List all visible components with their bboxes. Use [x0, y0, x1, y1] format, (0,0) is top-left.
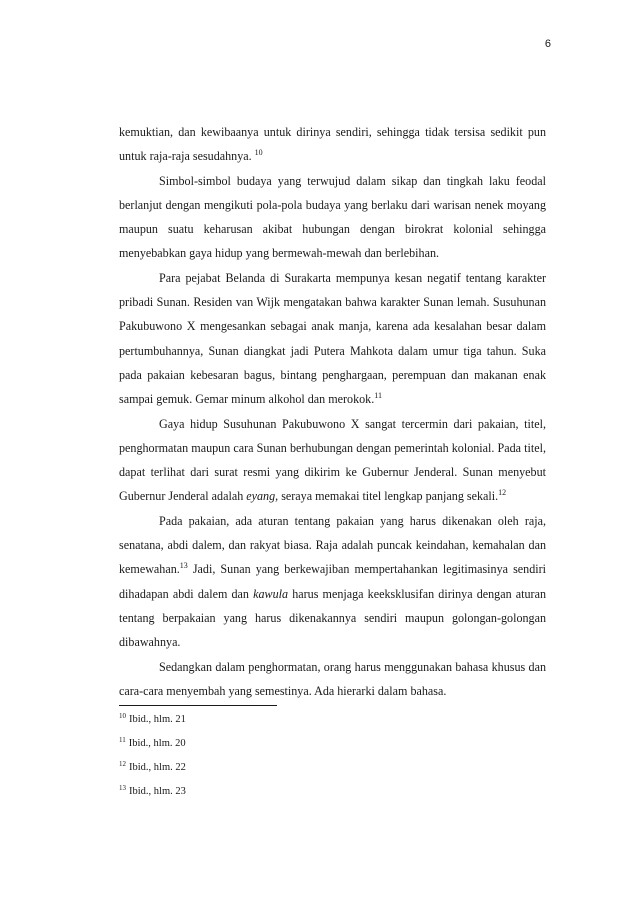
footnote-ref-12: 12: [498, 488, 507, 498]
paragraph-3-text: Para pejabat Belanda di Surakarta mempunya kesan negatif tentang karakter pribadi Sunan. Residen van Wijk mengatakan bahwa karakter Sunan lemah. Susuhunan Pakubuwono X mengesankan sebagai anak manja, karena ada kesalahan besar dalam pertumbuhannya, Sunan diangkat jadi Putera Mahkota dalam umur tiga tahun. Suka pada pakaian kebesaran bagus, bintang penghargaan, perempuan dan makanan enak sampai gemuk. Gemar minum alkohol dan merokok.: [119, 270, 546, 407]
paragraph-5-emphasis: kawula: [253, 586, 289, 601]
footnotes: [119, 712, 186, 808]
footnote-text: Ibid., hlm. 21: [129, 714, 186, 725]
paragraph-6-text: Sedangkan dalam penghormatan, orang harus menggunakan bahasa khusus dan cara-cara menyembah yang semestinya. Ada hierarki dalam bahasa.: [119, 659, 546, 698]
footnote-separator: [119, 705, 277, 706]
paragraph-4-text-b: seraya memakai titel lengkap panjang sekali.: [278, 489, 499, 504]
paragraph-4: [119, 412, 546, 509]
footnote-number: 13: [119, 784, 126, 792]
paragraph-5-text-c: harus menjaga keeksklusifan dirinya dengan aturan tentang berpakaian yang harus dikenakannya sendiri maupun golongan-golongan dibawahnya.: [119, 586, 546, 650]
footnote-item: [119, 760, 186, 784]
paragraph-5-text-a: Pada pakaian, ada aturan tentang pakaian yang harus dikenakan oleh raja, senatana, abdi dalem, dan rakyat biasa. Raja adalah puncak keindahan, kemahalan dan kemewahan.: [119, 513, 546, 577]
footnote-ref-11: 11: [374, 391, 382, 401]
footnote-item: [119, 712, 186, 736]
footnote-ref-13: 13: [179, 561, 188, 571]
paragraph-2: [119, 169, 546, 266]
paragraph-2-text: Simbol-simbol budaya yang terwujud dalam sikap dan tingkah laku feodal berlanjut dengan mengikuti pola-pola budaya yang berlaku dari warisan nenek moyang maupun suatu keharusan akibat hubungan dengan birokrat kolonial sehingga menyebabkan gaya hidup yang bermewah-mewah dan berlebihan.: [119, 173, 546, 261]
paragraph-6: [119, 655, 546, 704]
footnote-text: Ibid., hlm. 23: [129, 786, 186, 797]
footnote-text: Ibid., hlm. 22: [129, 762, 186, 773]
page-number: 6: [544, 38, 551, 50]
paragraph-4-text-a: Gaya hidup Susuhunan Pakubuwono X sangat tercermin dari pakaian, titel, penghormatan maupun cara Sunan berhubungan dengan pemerintah kolonial. Pada titel, dapat terlihat dari surat resmi yang dikirim ke Gubernur Jenderal. Sunan menyebut Gubernur Jenderal adalah: [119, 416, 546, 504]
footnote-item: [119, 736, 186, 760]
footnote-item: [119, 784, 186, 808]
paragraph-1-text: kemuktian, dan kewibaanya untuk dirinya sendiri, sehingga tidak tersisa sedikit pun untuk raja-raja sesudahnya.: [119, 125, 546, 164]
paragraph-4-emphasis: eyang,: [246, 489, 279, 504]
footnote-number: 10: [119, 712, 126, 720]
paragraph-5: [119, 509, 546, 655]
footnote-text: Ibid., hlm. 20: [128, 738, 186, 749]
footnote-number: 12: [119, 760, 126, 768]
body-text: [119, 120, 546, 703]
paragraph-5-text-b: Jadi, Sunan yang berkewajiban mempertahankan legitimasinya sendiri dihadapan abdi dalem dan: [119, 562, 546, 601]
footnote-ref-10: 10: [254, 148, 263, 158]
footnote-number: 11: [119, 736, 126, 744]
paragraph-3: [119, 266, 546, 412]
paragraph-1: [119, 120, 546, 169]
